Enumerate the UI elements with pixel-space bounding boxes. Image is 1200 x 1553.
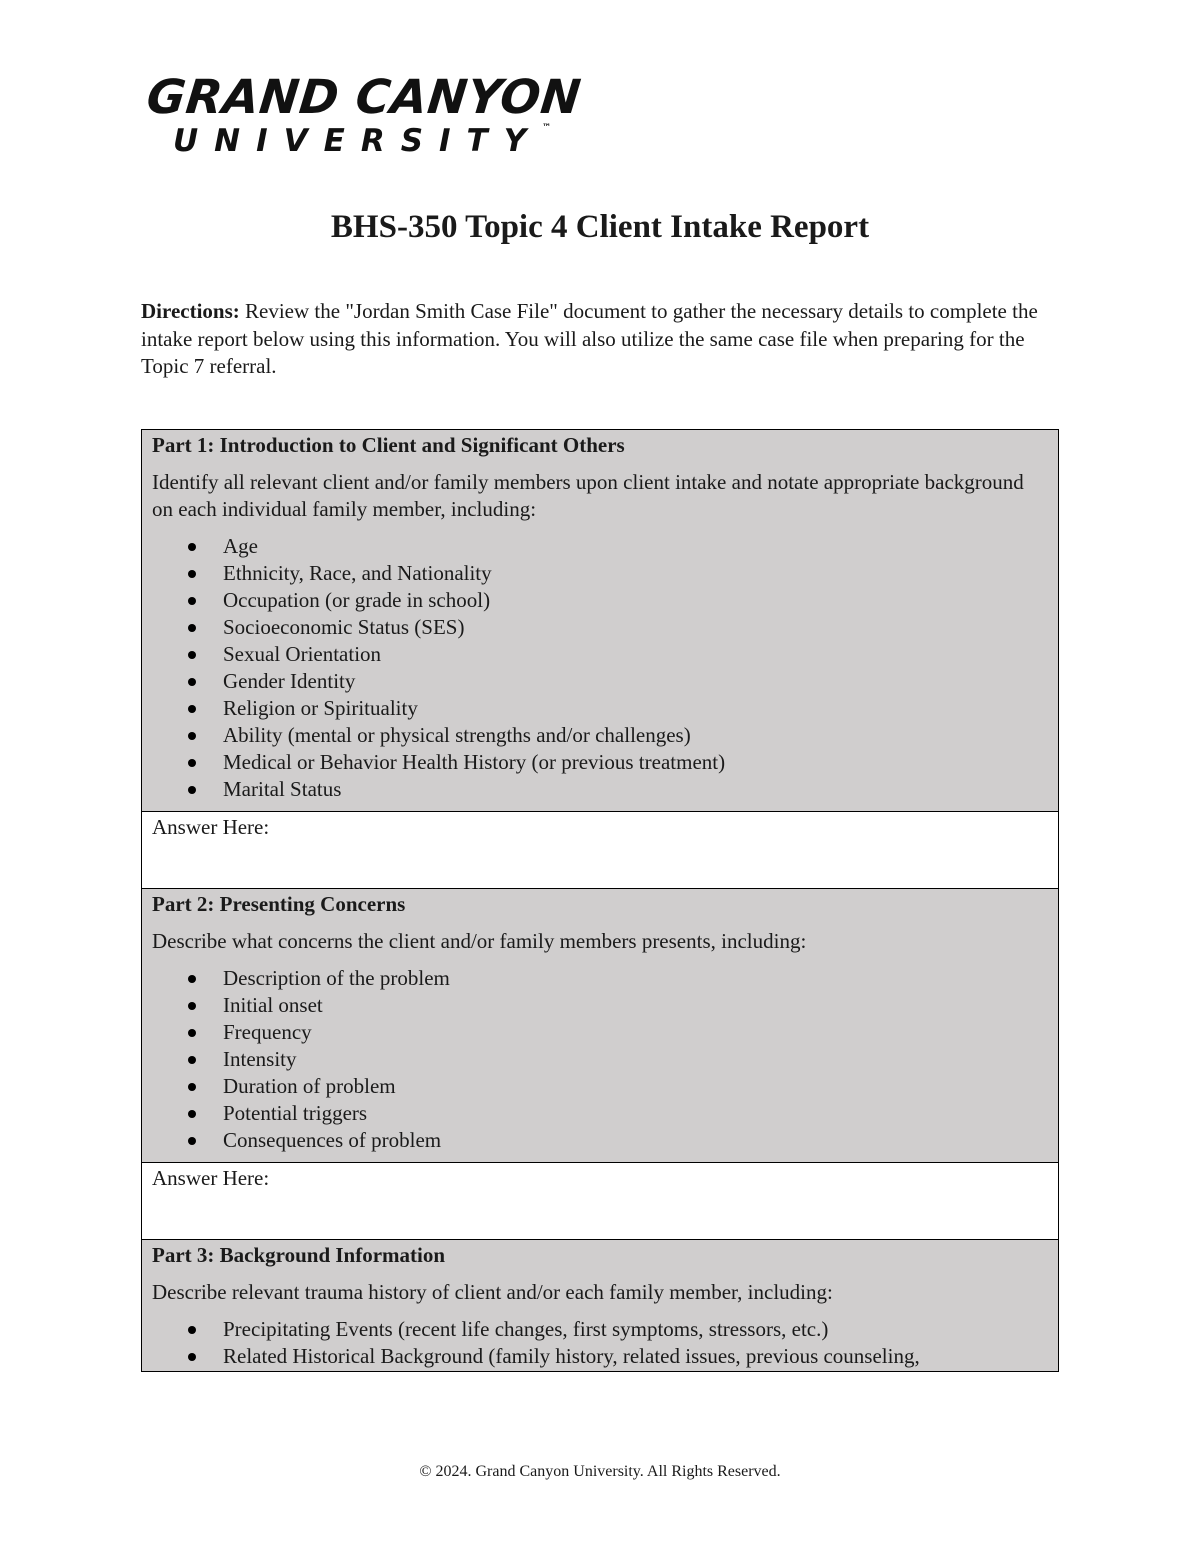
logo-line-grand-canyon: GRAND CANYON xyxy=(144,70,584,125)
logo-university-text: UNIVERSITY xyxy=(173,123,543,159)
list-item: Initial onset xyxy=(152,992,1048,1019)
list-item: Medical or Behavior Health History (or previous treatment) xyxy=(152,749,1048,776)
directions-paragraph xyxy=(141,298,1059,381)
list-item: Socioeconomic Status (SES) xyxy=(152,614,1048,641)
part1-description: Identify all relevant client and/or family members upon client intake and notate appropriate background on each individual family member, including: xyxy=(152,470,1024,521)
part3-list xyxy=(152,1316,1048,1370)
part2-section xyxy=(142,889,1059,1163)
part1-section xyxy=(142,430,1059,812)
part2-description: Describe what concerns the client and/or family members presents, including: xyxy=(152,929,807,953)
list-item: Duration of problem xyxy=(152,1073,1048,1100)
part2-answer-label: Answer Here: xyxy=(152,1166,270,1190)
list-item: Description of the problem xyxy=(152,965,1048,992)
list-item: Potential triggers xyxy=(152,1100,1048,1127)
list-item: Age xyxy=(152,533,1048,560)
part2-list xyxy=(152,965,1048,1154)
directions-text: Review the "Jordan Smith Case File" document to gather the necessary details to complete the intake report below using this information. You will also utilize the same case file when preparing for the Topic 7 referral. xyxy=(141,299,1038,378)
part3-title: Part 3: Background Information xyxy=(152,1243,446,1267)
part1-answer-label: Answer Here: xyxy=(152,815,270,839)
list-item: Ability (mental or physical strengths and/or challenges) xyxy=(152,722,1048,749)
part1-answer-field[interactable] xyxy=(142,812,1059,889)
part2-answer-row xyxy=(142,1163,1059,1240)
list-item: Ethnicity, Race, and Nationality xyxy=(152,560,1048,587)
list-item: Precipitating Events (recent life changes, first symptoms, stressors, etc.) xyxy=(152,1316,1048,1343)
part3-description: Describe relevant trauma history of client and/or each family member, including: xyxy=(152,1280,833,1304)
list-item: Consequences of problem xyxy=(152,1127,1048,1154)
trademark-symbol: ™ xyxy=(542,123,552,133)
list-item: Marital Status xyxy=(152,776,1048,803)
part3-section xyxy=(142,1240,1059,1372)
list-item: Intensity xyxy=(152,1046,1048,1073)
part3-clip xyxy=(152,1240,1048,1371)
list-item: Religion or Spirituality xyxy=(152,695,1048,722)
list-item: Gender Identity xyxy=(152,668,1048,695)
part1-row xyxy=(142,430,1059,812)
list-item: Sexual Orientation xyxy=(152,641,1048,668)
intake-report-table xyxy=(141,429,1059,1372)
part3-row xyxy=(142,1240,1059,1372)
list-item: Frequency xyxy=(152,1019,1048,1046)
university-logo xyxy=(144,70,584,164)
part1-list xyxy=(152,533,1048,803)
part2-answer-field[interactable] xyxy=(142,1163,1059,1240)
copyright-footer: © 2024. Grand Canyon University. All Rights Reserved. xyxy=(419,1463,781,1480)
part1-title: Part 1: Introduction to Client and Significant Others xyxy=(152,433,625,457)
directions-label: Directions: xyxy=(141,299,240,323)
page-title: BHS-350 Topic 4 Client Intake Report xyxy=(330,209,870,245)
logo-line-university xyxy=(173,123,552,159)
part1-answer-row xyxy=(142,812,1059,889)
list-item: Related Historical Background (family history, related issues, previous counseling, xyxy=(152,1343,1048,1370)
list-item: Occupation (or grade in school) xyxy=(152,587,1048,614)
part2-title: Part 2: Presenting Concerns xyxy=(152,892,406,916)
part2-row xyxy=(142,889,1059,1163)
